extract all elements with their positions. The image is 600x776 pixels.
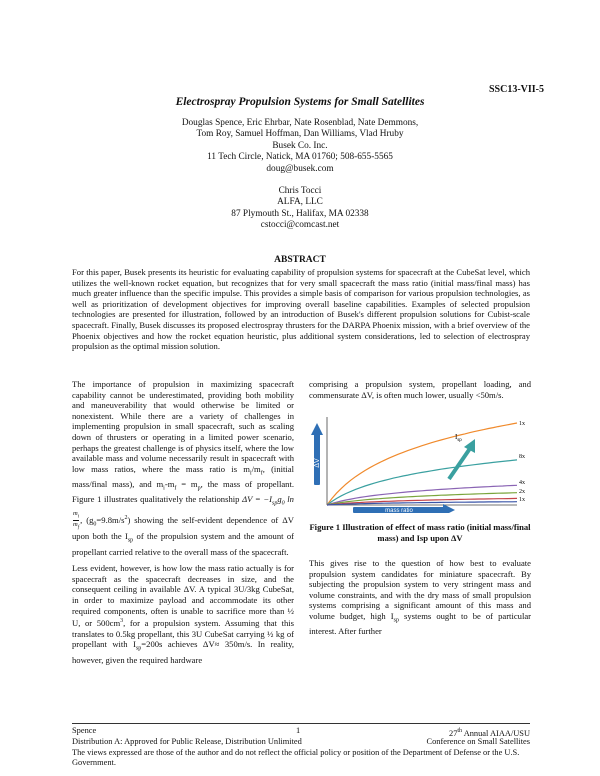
footer-page-number: 1 bbox=[296, 726, 301, 735]
footer-disclaimer: The views expressed are those of the author and do not reflect the official policy or position of the Department of Defense or the U.S. Government. bbox=[72, 748, 520, 768]
paper-title: Electrospray Propulsion Systems for Small Satellites bbox=[175, 96, 425, 108]
delta-v-arrow-icon bbox=[311, 423, 323, 485]
left-column bbox=[72, 379, 294, 671]
author-names-line-1: Douglas Spence, Eric Ehrbar, Nate Rosenblad, Nate Demmons, bbox=[181, 118, 419, 128]
author-address: 11 Tech Circle, Natick, MA 01760; 508-655-5565 bbox=[207, 152, 393, 163]
curve-label-3: 4x bbox=[519, 480, 525, 486]
footer-conference: 27th Annual AIAA/USU bbox=[449, 728, 530, 738]
footer-conference-line-2: Conference on Small Satellites bbox=[426, 737, 530, 746]
intro-paragraph-1: The importance of propulsion in maximizing spacecraft capability cannot be underestimated, providing both mobility and maneuverability that would otherwise be limited or nonexistent. While there are a variety of challenges in implementing propulsion in small spacecraft, such as scaling down of thrusters or operating in a limited power scenario, perhaps the greatest challenge is of physics itself, where the low available mass and volume necessarily result in spacecraft with low mass ratios, where the mass ratio is $m_i/m_f$, (initial mass/final mass), and $m_i-m_f = m_p$, the mass of propellant. Figure 1 illustrates qualitatively the relationship $\Delta V = -I_{sp}g_0$ ln $\frac{m_i}{m_f}$ , $(g_0=9.8m/s^2)$ showing the self-evident dependence of ΔV upon both the $I_{sp}$ of the propulsion system and the amount of propellant carried relative to the overall mass of the spacecraft. bbox=[72, 379, 295, 557]
y-axis-label: ΔV bbox=[314, 458, 321, 468]
curve-label-4: 2x bbox=[519, 489, 525, 495]
figure-1-plot bbox=[309, 413, 531, 513]
footer-distribution: Distribution A: Approved for Public Release, Distribution Unlimited bbox=[72, 737, 302, 746]
intro-paragraph-2: Less evident, however, is how low the mass ratio actually is for spacecraft as the spacecraft decreases in size, and the consequent ceiling in available ΔV. A typical 3U/3kg CubeSat, in order to maximize payload and accommodate its other required components, often is unable to sacrifice more than ½ U, or $500cm^3$, for a propulsion system. Assuming that this translates to 0.5kg propellant, this 3U CubeSat carrying ½ kg of propellant with $I_{sp}=200s$ achieves ΔV≈ 350m/s. In reality, however, given the required hardware bbox=[72, 563, 294, 665]
rocket-equation: $\Delta V = -I_{sp}g_0$ ln $\frac{m_i}{m_f}$ bbox=[73, 494, 294, 531]
isp-arrow-icon bbox=[449, 439, 475, 479]
figure-1-caption: Figure 1 Illustration of effect of mass ratio (initial mass/final mass) and Isp upon ΔV bbox=[309, 522, 531, 543]
abstract-heading: ABSTRACT bbox=[274, 255, 326, 265]
coauthor-name: Chris Tocci bbox=[278, 186, 322, 196]
author-email: doug@busek.com bbox=[266, 163, 334, 174]
figure-1 bbox=[309, 413, 531, 513]
curve-label-5: 1x bbox=[519, 497, 525, 503]
coauthor-address: 87 Plymouth St., Halifax, MA 02338 bbox=[231, 208, 369, 219]
author-block bbox=[150, 118, 450, 175]
coauthor-block bbox=[150, 186, 450, 232]
right-column-bottom-text: This gives rise to the question of how best to evaluate propulsion system candidates for miniature spacecraft. By subjecting the propulsion system to very stringent mass and volume constraints, and with the dry mass of small propulsion systems comprising a significant amount of this mass and volume budget, high $I_{sp}$ systems ought to be of particular interest. After further bbox=[309, 558, 532, 637]
curve-label-2: 8x bbox=[519, 454, 525, 460]
footer-author: Spence bbox=[72, 726, 97, 735]
author-affiliation: Busek Co. Inc. bbox=[272, 140, 328, 151]
coauthor-email: cstocci@comcast.net bbox=[260, 220, 340, 231]
curve-highest-isp bbox=[327, 423, 517, 505]
right-column-top-text: comprising a propulsion system, propellant loading, and commensurate ΔV, is often much lower, usually <50m/s. bbox=[309, 379, 531, 400]
document-id: SSC13-VII-5 bbox=[488, 84, 544, 95]
footer-rule bbox=[72, 723, 530, 724]
abstract-text: For this paper, Busek presents its heuristic for evaluating capability of propulsion systems for spacecraft at the CubeSat level, which utilizes the well-known rocket equation, but recognizes that for very small spacecraft the mass ratio (initial mass/final mass) has much greater influence than the specific impulse. This provides a simple basis of comparison for various propulsion technologies, as well as prioritization of development objectives for improving overall baseline capabilities. Examples of selected propulsion technologies are presented for illustration, followed by an introduction of Busek's different propulsion solutions for Cubist-scale spacecraft. Finally, Busek discusses its proposed electrospray thrusters for the DARPA Phoenix mission, with a brief overview of the Phoenix objectives and how the rocket equation heuristic, plus additional system considerations, led to selection of electrospray propulsion as the optimal mission solution. bbox=[72, 267, 530, 352]
curve-label-1: 1x bbox=[519, 421, 525, 427]
isp-label: $I_{sp}$ bbox=[455, 433, 462, 443]
author-names-line-2: Tom Roy, Samuel Hoffman, Dan Williams, Vlad Hruby bbox=[196, 129, 404, 140]
coauthor-affiliation: ALFA, LLC bbox=[277, 197, 323, 208]
x-axis-label: mass ratio bbox=[385, 508, 413, 513]
